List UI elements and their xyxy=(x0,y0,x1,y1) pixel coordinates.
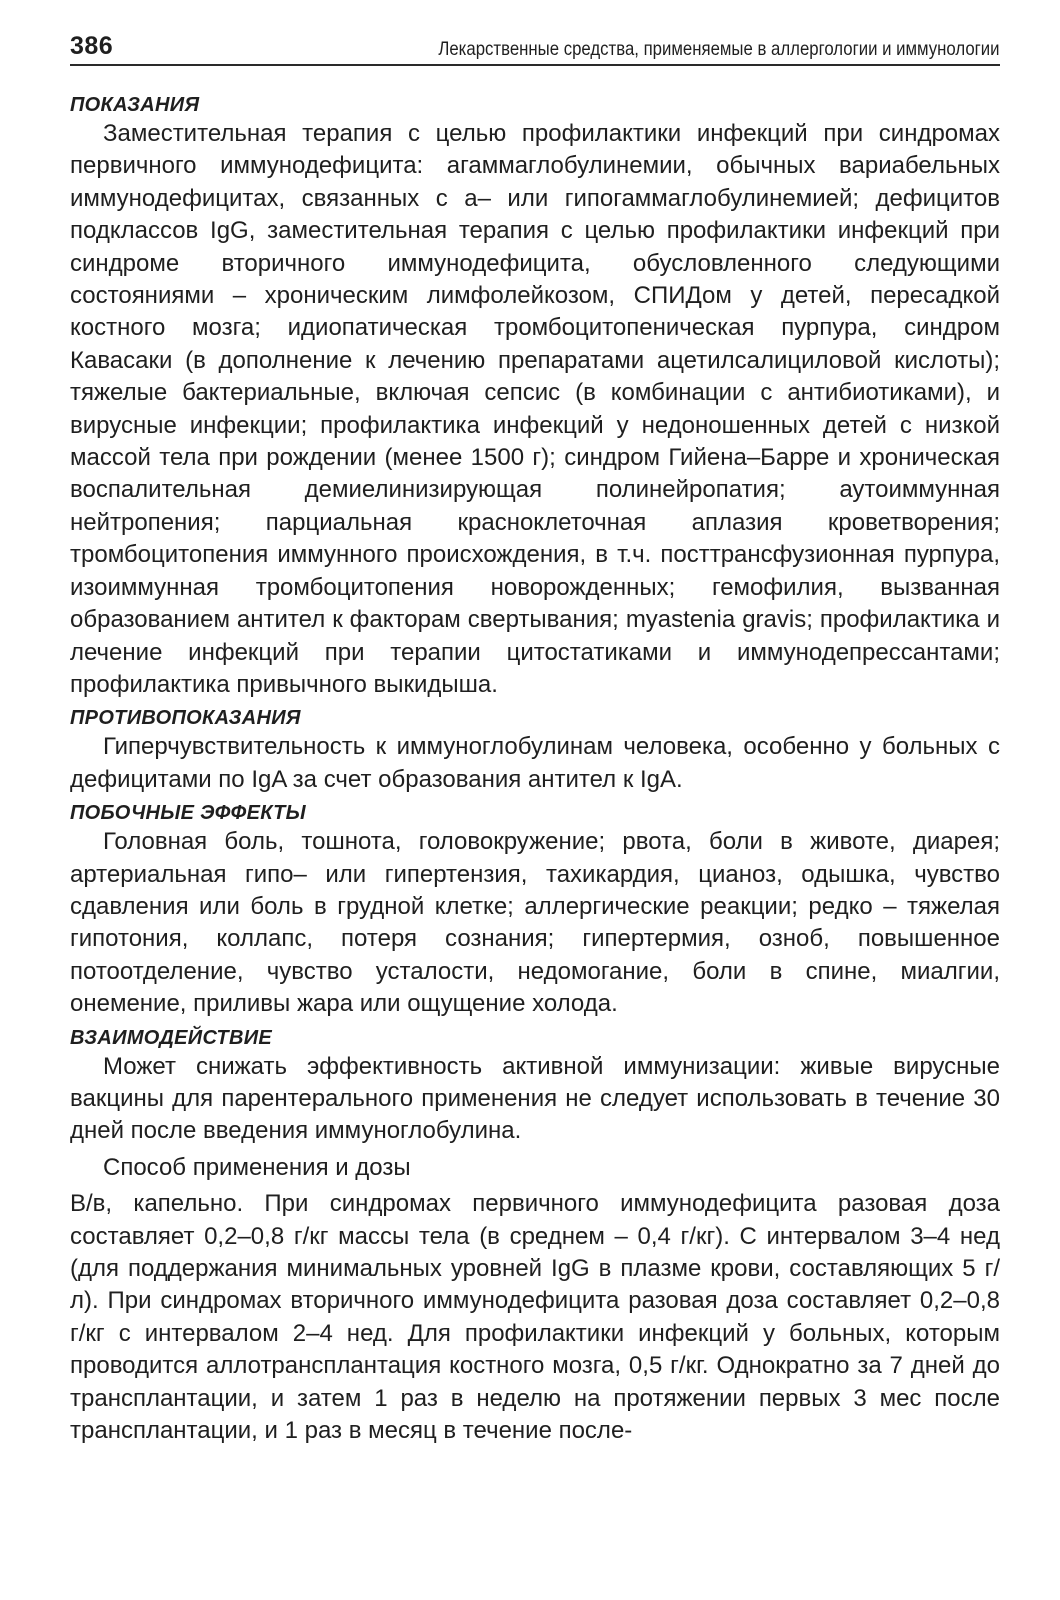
contraindications-text: Гиперчувствительность к иммуноглобулинам человека, особенно у больных с дефицитами по IgA за счет образования антител к IgA. xyxy=(70,733,1000,793)
dosage-heading: Способ применения и дозы xyxy=(103,1153,411,1181)
page-number: 386 xyxy=(70,32,114,60)
indications-text: Заместительная терапия с целью профилактики инфекций при синдромах первичного иммунодефицита: агаммаглобулинемии, обычных вариабельных иммунодефицитах, связанных с а– или гипогаммаглобулинемией; дефицитов подклассов IgG, заместительная терапия с целью профилактики инфекций при синдроме вторичного иммунодефицита, обусловленного следующими состояниями – хроническим лимфолейкозом, СПИДом у детей, пересадкой костного мозга; идиопатическая тромбоцитопеническая пурпура, синдром Кавасаки (в дополнение к лечению препаратами ацетилсалициловой кислоты); тяжелые бактериальные, включая сепсис (в комбинации с антибиотиками), и вирусные инфекции; профилактика инфекций у недоношенных детей с низкой массой тела при рождении (менее 1500 г); синдром Гийена–Барре и хроническая воспалительная демиелинизирующая полинейропатия; аутоиммунная нейтропения; парциальная красноклеточная аплазия кроветворения; тромбоцитопения иммунного происхождения, в т.ч. посттрансфузионная пурпура, изоиммунная тромбоцитопения новорожденных; гемофилия, вызванная образованием антител к факторам свертывания; myastenia gravis; профилактика и лечение инфекций при терапии цитостатиками и иммунодепрессантами; профилактика привычного выкидыша. xyxy=(70,120,1000,698)
heading-side-effects: ПОБОЧНЫЕ ЭФФЕКТЫ xyxy=(70,802,306,825)
heading-contraindications: ПРОТИВОПОКАЗАНИЯ xyxy=(70,707,301,730)
interaction-text: Может снижать эффективность активной иммунизации: живые вирусные вакцины для парентерального применения не следует использовать в течение 30 дней после введения иммуноглобулина. xyxy=(70,1052,1000,1145)
running-header-title: Лекарственные средства, применяемые в аллергологии и иммунологии xyxy=(438,38,1000,60)
running-header xyxy=(70,28,1000,66)
dosage-text: В/в, капельно. При синдромах первичного иммунодефицита разовая доза составляет 0,2–0,8 г/кг массы тела (в среднем – 0,4 г/кг). С интервалом 3–4 нед (для поддержания минимальных уровней IgG в плазме крови, составляющих 5 г/л). При синдромах вторичного иммунодефицита разовая доза составляет 0,2–0,8 г/кг с интервалом 2–4 нед. Для профилактики инфекций у больных, которым проводится аллотрансплантация костного мозга, 0,5 г/кг. Однократно за 7 дней до трансплантации, и затем 1 раз в неделю на протяжении первых 3 мес после трансплантации, и 1 раз в месяц в течение после- xyxy=(70,1190,1000,1445)
side-effects-text: Головная боль, тошнота, головокружение; рвота, боли в животе, диарея; артериальная гипо– или гипертензия, тахикардия, цианоз, одышка, чувство сдавления или боль в грудной клетке; аллергические реакции; редко – тяжелая гипотония, коллапс, потеря сознания; гипертермия, озноб, повышенное потоотделение, чувство усталости, недомогание, боли в спине, миалгии, онемение, приливы жара или ощущение холода. xyxy=(70,828,1000,1018)
book-page xyxy=(70,28,1000,1447)
heading-indications: ПОКАЗАНИЯ xyxy=(70,94,200,116)
heading-interaction: ВЗАИМОДЕЙСТВИЕ xyxy=(70,1026,273,1049)
